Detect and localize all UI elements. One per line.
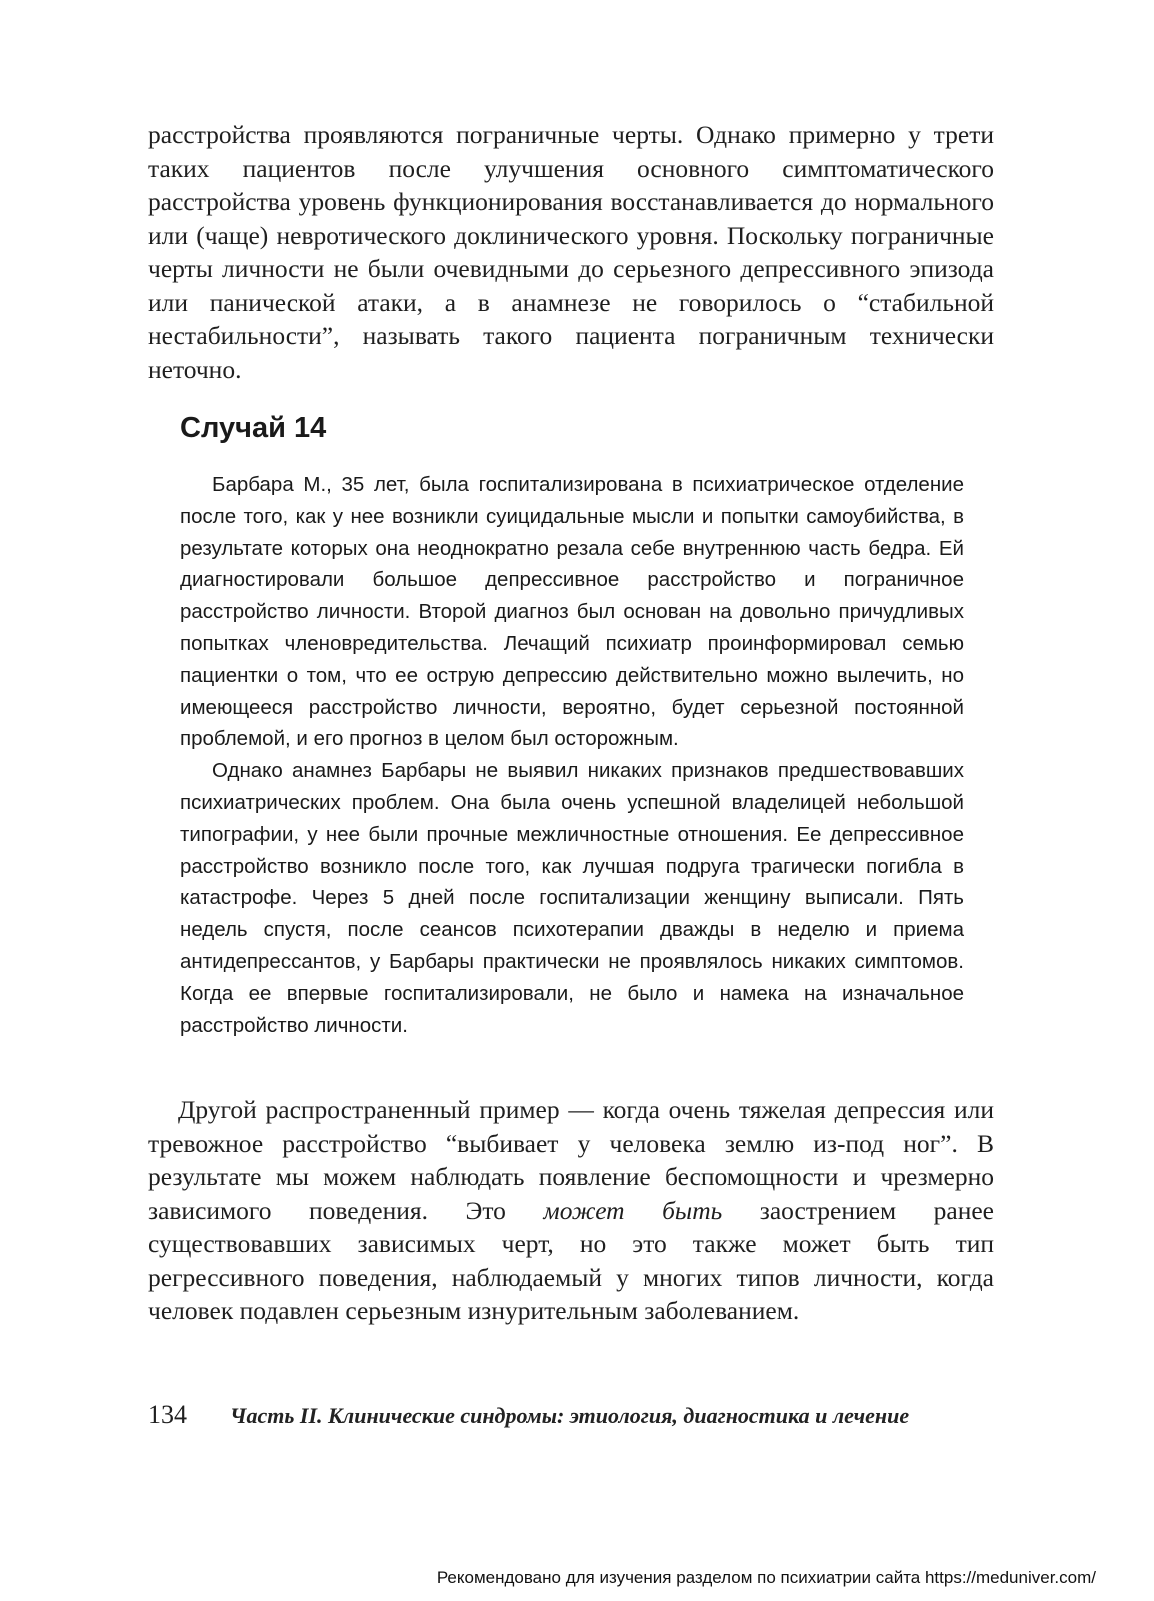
intro-paragraph: расстройства проявляются пограничные черты. Однако примерно у трети таких пациентов после улучшения основного симптоматического расстройства уровень функционирования восстанавливается до нормального или (чаще) невротического доклинического уровня. Поскольку пограничные черты личности не были очевидными до серьезного депрессивного эпизода или панической атаки, а в анамнезе не говорилось о “стабильной нестабильности”, называть такого пациента пограничным технически неточно. <box>148 120 994 384</box>
case-paragraph-1: Барбара М., 35 лет, была госпитализирована в психиатрическое отделение после того, как у нее возникли суицидальные мысли и попытки самоубийства, в результате которых она неоднократно резала себе внутреннюю часть бедра. Ей диагностировали большое депрессивное расстройство и пограничное расстройство личности. Второй диагноз был основан на довольно причудливых попытках членовредительства. Лечащий психиатр проинформировал семью пациентки о том, что ее острую депрессию действительно можно вылечить, но имеющееся расстройство личности, вероятно, будет серьезной постоянной проблемой, и его прогноз в целом был осторожным. <box>180 473 964 751</box>
case-paragraph-2: Однако анамнез Барбары не выявил никаких признаков предшествовавших психиатрических проблем. Она была очень успешной владелицей небольшой типографии, у нее были прочные межличностные отношения. Ее депрессивное расстройство возникло после того, как лучшая подруга трагически погибла в катастрофе. Через 5 дней после госпитализации женщину выписали. Пять недель спустя, после сеансов психотерапии дважды в неделю и приема антидепрессантов, у Барбары практически не проявлялось никаких симптомов. Когда ее впервые госпитализировали, не было и намека на изначальное расстройство личности. <box>180 759 964 1037</box>
case-study-block <box>180 469 964 1041</box>
running-head: Часть II. Клинические синдромы: этиология, диагностика и лечение <box>230 1403 910 1428</box>
case-title: Случай 14 <box>180 412 327 444</box>
closing-text-start: Другой распространенный пример — когда очень тяжелая депрессия или тревожное расстройство “выбивает у человека землю из-под ног”. В результате мы можем наблюдать появление беспомощности и чрезмерно зависимого поведения. Это <box>148 1095 994 1225</box>
closing-paragraph <box>148 1093 994 1328</box>
page-number: 134 <box>148 1400 187 1429</box>
source-recommendation: Рекомендовано для изучения разделом по психиатрии сайта https://meduniver.com/ <box>436 1568 1096 1587</box>
closing-text-end: заострением ранее существовавших зависимых черт, но это также может быть тип регрессивного поведения, наблюдаемый у многих типов личности, когда человек подавлен серьезным изнурительным заболеванием. <box>148 1195 994 1325</box>
closing-emphasis: может быть <box>543 1195 723 1225</box>
